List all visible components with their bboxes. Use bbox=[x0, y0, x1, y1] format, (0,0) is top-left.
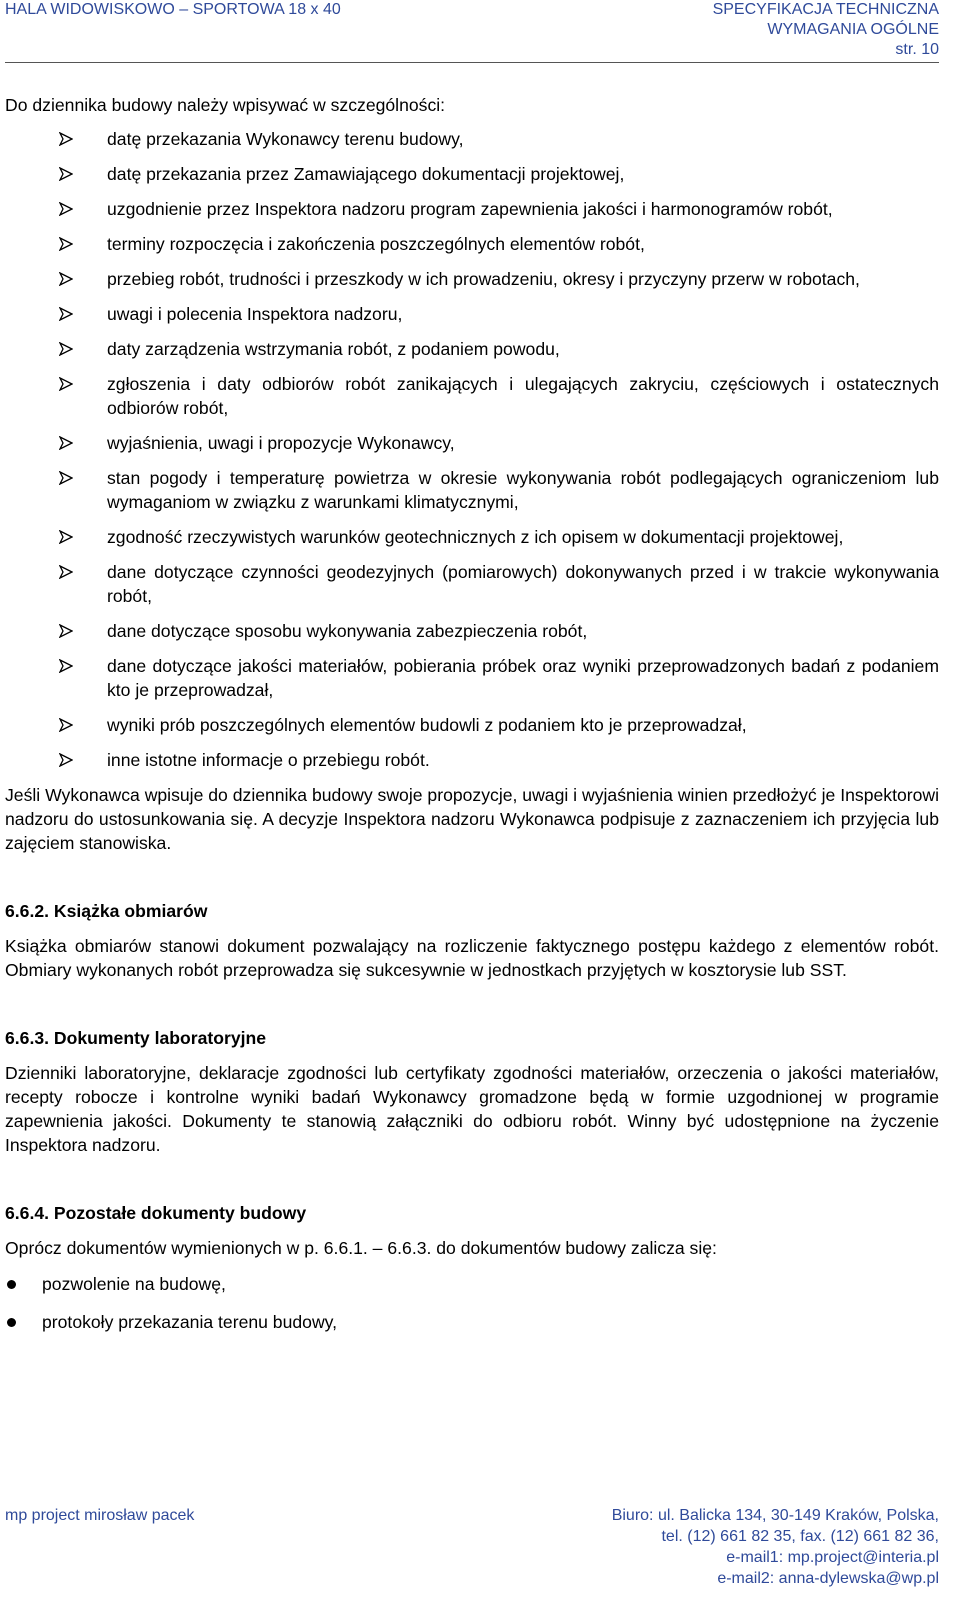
arrowhead-bullet-icon bbox=[59, 272, 73, 286]
header-spec-title: SPECYFIKACJA TECHNICZNA bbox=[712, 1, 939, 18]
diary-entry-item bbox=[5, 654, 939, 702]
diary-entry-item bbox=[5, 197, 939, 221]
footer-email-1: e-mail1: mp.project@interia.pl bbox=[726, 1549, 939, 1566]
header-project-title: HALA WIDOWISKOWO – SPORTOWA 18 x 40 bbox=[5, 1, 341, 18]
diary-entry-item bbox=[5, 372, 939, 420]
diary-entry-item bbox=[5, 302, 939, 326]
diary-entry-text: uzgodnienie przez Inspektora nadzoru program zapewnienia jakości i harmonogramów robót, bbox=[107, 199, 833, 219]
diary-entry-text: datę przekazania przez Zamawiającego dokumentacji projektowej, bbox=[107, 164, 625, 184]
arrowhead-bullet-icon bbox=[59, 436, 73, 450]
diary-entry-text: dane dotyczące czynności geodezyjnych (pomiarowych) dokonywanych przed i w trakcie wykonywania robót, bbox=[107, 562, 939, 606]
other-document-text: pozwolenie na budowę, bbox=[42, 1274, 226, 1294]
document-body bbox=[5, 93, 939, 1348]
diary-entry-item bbox=[5, 431, 939, 455]
section-text-664: Oprócz dokumentów wymienionych w p. 6.6.1. – 6.6.3. do dokumentów budowy zalicza się: bbox=[5, 1238, 717, 1258]
diary-note-paragraph: Jeśli Wykonawca wpisuje do dziennika budowy swoje propozycje, uwagi i wyjaśnienia winien przedłożyć je Inspektorowi nadzoru do ustosunkowania się. A decyzje Inspektora nadzoru Wykonawca podpisuje z zaznaczeniem ich przyjęcia lub zajęciem stanowiska. bbox=[5, 785, 939, 853]
page-header bbox=[5, 0, 939, 63]
diary-entry-text: terminy rozpoczęcia i zakończenia poszczególnych elementów robót, bbox=[107, 234, 645, 254]
arrowhead-bullet-icon bbox=[59, 659, 73, 673]
arrowhead-bullet-icon bbox=[59, 471, 73, 485]
diary-entry-text: zgodność rzeczywistych warunków geotechnicznych z ich opisem w dokumentacji projektowej, bbox=[107, 527, 844, 547]
diary-entry-text: wyjaśnienia, uwagi i propozycje Wykonawcy, bbox=[107, 433, 455, 453]
arrowhead-bullet-icon bbox=[59, 718, 73, 732]
diary-entry-item bbox=[5, 466, 939, 514]
footer-company: mp project mirosław pacek bbox=[5, 1507, 195, 1524]
arrowhead-bullet-icon bbox=[59, 237, 73, 251]
diary-entry-text: przebieg robót, trudności i przeszkody w ich prowadzeniu, okresy i przyczyny przerw w robotach, bbox=[107, 269, 860, 289]
diary-entry-text: dane dotyczące jakości materiałów, pobierania próbek oraz wyniki przeprowadzonych badań z podaniem kto je przeprowadzał, bbox=[107, 656, 939, 700]
section-text-662: Książka obmiarów stanowi dokument pozwalający na rozliczenie faktycznego postępu każdego z elementów robót. Obmiary wykonanych robót przeprowadza się sukcesywnie w jednostkach przyjętych w kosztorysie lub SST. bbox=[5, 936, 939, 980]
arrowhead-bullet-icon bbox=[59, 202, 73, 216]
diary-entry-item bbox=[5, 619, 939, 643]
section-heading-663: 6.6.3. Dokumenty laboratoryjne bbox=[5, 1028, 267, 1048]
header-spec-subtitle: WYMAGANIA OGÓLNE bbox=[767, 21, 939, 38]
other-document-item bbox=[5, 1272, 939, 1296]
diary-entry-item bbox=[5, 748, 939, 772]
page-footer bbox=[5, 1505, 939, 1605]
arrowhead-bullet-icon bbox=[59, 132, 73, 146]
diary-entry-text: zgłoszenia i daty odbiorów robót zanikających i ulegających zakryciu, częściowych i ostatecznych odbiorów robót, bbox=[107, 374, 939, 418]
footer-email-2: e-mail2: anna-dylewska@wp.pl bbox=[717, 1570, 939, 1587]
diary-entry-text: daty zarządzenia wstrzymania robót, z podaniem powodu, bbox=[107, 339, 560, 359]
arrowhead-bullet-icon bbox=[59, 624, 73, 638]
diary-entry-item bbox=[5, 713, 939, 737]
footer-address: Biuro: ul. Balicka 134, 30-149 Kraków, Polska, bbox=[611, 1507, 939, 1524]
header-page-number: str. 10 bbox=[895, 41, 939, 58]
dot-bullet-icon bbox=[7, 1280, 16, 1289]
diary-entry-item bbox=[5, 127, 939, 151]
diary-entry-text: uwagi i polecenia Inspektora nadzoru, bbox=[107, 304, 403, 324]
header-spec-info bbox=[713, 0, 939, 60]
diary-entry-item bbox=[5, 232, 939, 256]
diary-entry-item bbox=[5, 525, 939, 549]
arrowhead-bullet-icon bbox=[59, 530, 73, 544]
section-heading-662: 6.6.2. Książka obmiarów bbox=[5, 901, 208, 921]
diary-entry-item bbox=[5, 560, 939, 608]
other-document-text: protokoły przekazania terenu budowy, bbox=[42, 1312, 338, 1332]
footer-phone: tel. (12) 661 82 35, fax. (12) 661 82 36, bbox=[661, 1528, 939, 1545]
arrowhead-bullet-icon bbox=[59, 753, 73, 767]
arrowhead-bullet-icon bbox=[59, 377, 73, 391]
diary-entry-item bbox=[5, 162, 939, 186]
diary-entries-list bbox=[5, 127, 939, 772]
diary-entry-text: stan pogody i temperaturę powietrza w okresie wykonywania robót podlegających ograniczeniom lub wymaganiom w związku z warunkami klimatycznymi, bbox=[107, 468, 939, 512]
diary-entry-text: datę przekazania Wykonawcy terenu budowy, bbox=[107, 129, 464, 149]
arrowhead-bullet-icon bbox=[59, 342, 73, 356]
section-text-663: Dzienniki laboratoryjne, deklaracje zgodności lub certyfikaty zgodności materiałów, orzeczenia o jakości materiałów, recepty robocze i kontrolne wyniki badań Wykonawcy gromadzone będą w formie uzgodnionej w programie zapewnienia jakości. Dokumenty te stanowią załączniki do odbioru robót. Winny być udostępnione na życzenie Inspektora nadzoru. bbox=[5, 1063, 939, 1155]
diary-intro: Do dziennika budowy należy wpisywać w szczególności: bbox=[5, 95, 446, 115]
diary-entry-text: wyniki prób poszczególnych elementów budowli z podaniem kto je przeprowadzał, bbox=[107, 715, 747, 735]
other-documents-list bbox=[5, 1272, 939, 1334]
diary-entry-item bbox=[5, 267, 939, 291]
diary-entry-item bbox=[5, 337, 939, 361]
section-heading-664: 6.6.4. Pozostałe dokumenty budowy bbox=[5, 1203, 307, 1223]
arrowhead-bullet-icon bbox=[59, 565, 73, 579]
diary-entry-text: inne istotne informacje o przebiegu robót. bbox=[107, 750, 430, 770]
dot-bullet-icon bbox=[7, 1318, 16, 1327]
other-document-item bbox=[5, 1310, 939, 1334]
arrowhead-bullet-icon bbox=[59, 307, 73, 321]
footer-contact bbox=[612, 1505, 939, 1589]
diary-entry-text: dane dotyczące sposobu wykonywania zabezpieczenia robót, bbox=[107, 621, 588, 641]
arrowhead-bullet-icon bbox=[59, 167, 73, 181]
